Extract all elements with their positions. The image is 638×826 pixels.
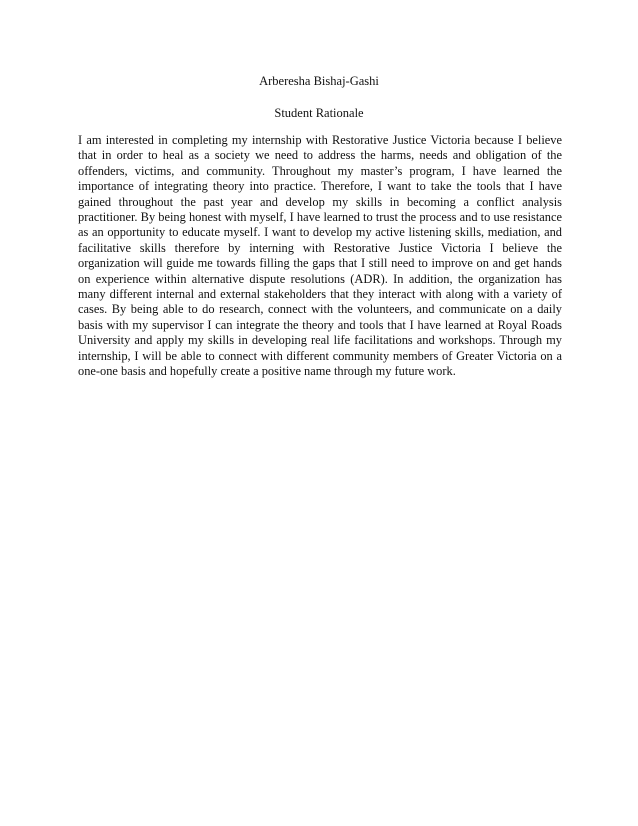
- author-name: Arberesha Bishaj-Gashi: [259, 74, 379, 88]
- body-paragraph: I am interested in completing my internship with Restorative Justice Victoria because I believe that in order to heal as a society we need to address the harms, needs and obligation of the offenders, victims, and community. Throughout my master’s program, I have learned the importance of integrating theory into practice. Therefore, I want to take the tools that I have gained throughout the past year and develop my skills in becoming a conflict analysis practitioner. By being honest with myself, I have learned to trust the process and to use resistance as an opportunity to educate myself. I want to develop my active listening skills, mediation, and facilitative skills therefore by interning with Restorative Justice Victoria I believe the organization will guide me towards filling the gaps that I still need to improve on and get hands on experience within alternative dispute resolutions (ADR). In addition, the organization has many different internal and external stakeholders that they interact with along with a variety of cases. By being able to do research, connect with the volunteers, and communicate on a daily basis with my supervisor I can integrate the theory and tools that I have learned at Royal Roads University and apply my skills in developing real life facilitations and workshops. Through my internship, I will be able to connect with different community members of Greater Victoria on a one-one basis and hopefully create a positive name through my future work.: [78, 133, 562, 379]
- document-title: Student Rationale: [274, 106, 364, 120]
